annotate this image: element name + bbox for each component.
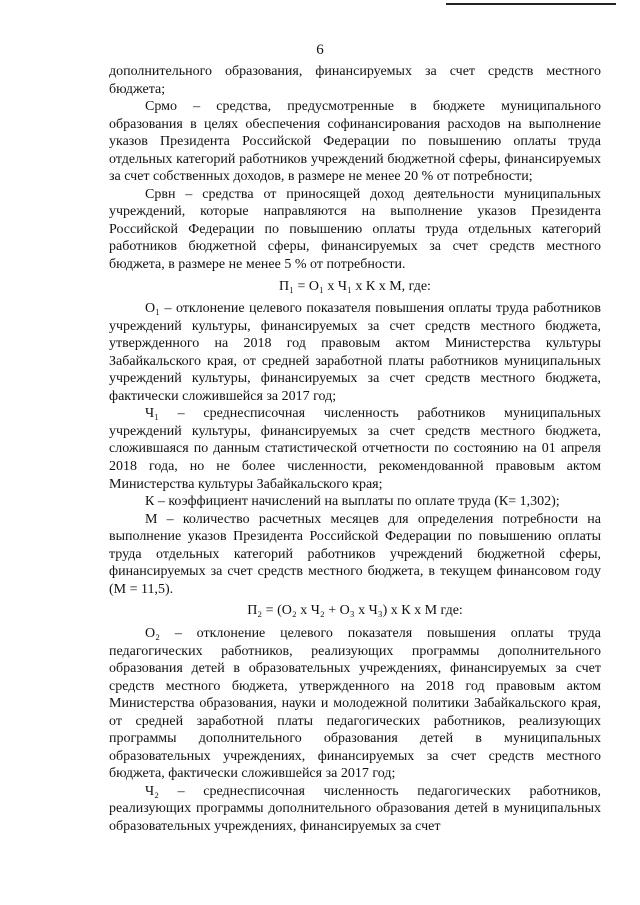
paragraph-k-definition: К – коэффициент начислений на выплаты по оплате труда (К= 1,302); — [145, 494, 560, 510]
paragraph-srmo-definition: Срмо – средства, предусмотренные в бюджете муниципального образования в целях обеспечения софинансирования расходов на выполнение указов Президента Российской Федерации по повышению оплаты труда отдельных категорий работников учреждений бюджетной сферы, финансируемых за счет собственных доходов, в размере не менее 20 % от потребности; — [109, 99, 601, 185]
paragraph-srvn-definition: Срвн – средства от приносящей доход деятельности муниципальных учреждений, которые направляются на выполнение указов Президента Российской Федерации по повышению оплаты труда отдельных категорий работников бюджетной сферы, финансируемых за счет средств местного бюджета, в размере не менее 5 % от потребности. — [109, 186, 601, 273]
formula-p2: П₂ = (О₂ х Ч₂ + О₃ х Ч₃) х К х М где: — [247, 603, 463, 619]
paragraph-m-definition: М – количество расчетных месяцев для определения потребности на выполнение указов Президента Российской Федерации по повышению оплаты труда отдельных категорий работников учреждений бюджетной сферы, финансируемых за счет средств местного бюджета, в текущем финансовом году (М = 11,5). — [109, 511, 601, 597]
paragraph-o1-definition: О₁ – отклонение целевого показателя повышения оплаты труда работников учреждений культуры, финансируемых за счет средств местного бюджета, утвержденного на 2018 год правовым актом Министерства культуры Забайкальского края, от средней заработной платы работников муниципальных учреждений культуры, финансируемых за счет средств местного бюджета, фактически сложившейся за 2017 год; — [109, 301, 601, 404]
formula-p1: П₁ = О₁ х Ч₁ х К х М, где: — [279, 278, 431, 294]
paragraph-ch2-definition: Ч₂ – среднесписочная численность педагогических работников, реализующих программы дополнительного образования детей в муниципальных образовательных учреждениях, финансируемых за счет — [109, 783, 601, 834]
paragraph-continuation: дополнительного образования, финансируемых за счет средств местного бюджета; — [109, 64, 601, 97]
top-rule — [446, 3, 616, 5]
document-body — [109, 63, 601, 836]
paragraph-o2-definition: О₂ – отклонение целевого показателя повышения оплаты труда педагогических работников, реализующих программы дополнительного образования детей в образовательных учреждениях, финансируемых за счет средств местного бюджета, утвержденного на 2018 год правовым актом Министерства образования, науки и молодежной политики Забайкальского края, от средней заработной платы педагогических работников, реализующих программы дополнительного образования детей в муниципальных образовательных учреждениях, финансируемых за счет средств местного бюджета, фактически сложившейся за 2017 год; — [109, 625, 601, 782]
paragraph-ch1-definition: Ч₁ – среднесписочная численность работников муниципальных учреждений культуры, финансируемых за счет средств местного бюджета, сложившаяся по данным статистической отчетности по состоянию на 01 апреля 2018 года, но не более численности, рекомендованной правовым актом Министерства культуры Забайкальского края; — [109, 406, 601, 492]
page-number: 6 — [316, 42, 324, 58]
